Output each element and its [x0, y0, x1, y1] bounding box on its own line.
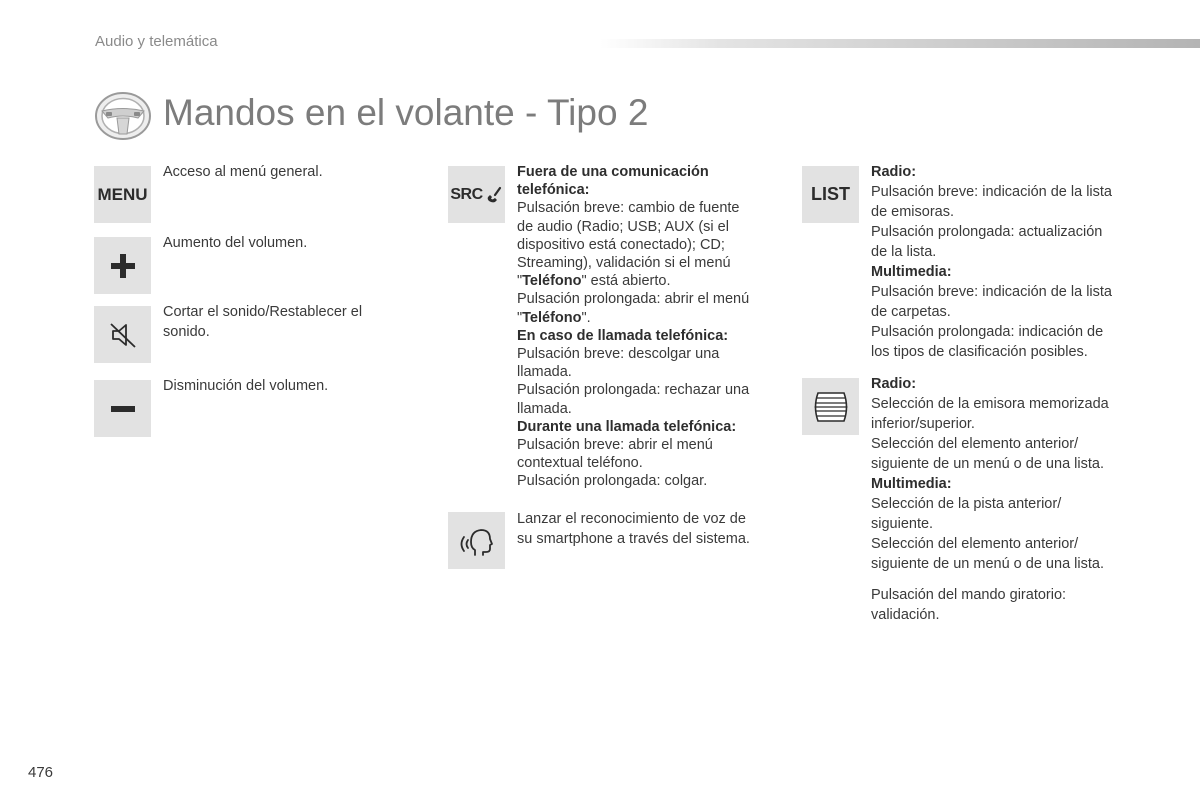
voice-recognition-icon — [457, 521, 497, 561]
section-label: Audio y telemática — [95, 33, 218, 50]
voice-description: Lanzar el reconocimiento de voz de su smartphone a través del sistema. — [517, 511, 750, 547]
volume-down-description: Disminución del volumen. — [163, 378, 329, 394]
phone-icon — [485, 186, 503, 204]
src-button-label: SRC — [450, 185, 483, 203]
speaker-mute-icon — [108, 320, 138, 350]
list-button[interactable] — [802, 166, 859, 223]
steering-wheel-icon — [94, 91, 152, 141]
src-phone-button[interactable] — [448, 166, 505, 223]
list-description: Radio: Pulsación breve: indicación de la lista de emisoras. Pulsación prolongada: actualización de la lista. Multimedia: Pulsación breve: indicación de la lista de carpetas. Pulsación prolongada: indicación de los tipos de clasificación posibles. — [871, 164, 1112, 360]
mute-button[interactable] — [94, 306, 151, 363]
page-title: Mandos en el volante - Tipo 2 — [163, 92, 649, 133]
thumbwheel-icon — [811, 391, 851, 423]
volume-down-button[interactable] — [94, 380, 151, 437]
src-description: Fuera de una comunicación telefónica: Pulsación breve: cambio de fuente de audio (Radio; USB; AUX (si el dispositivo está conectado); CD; Streaming), validación si el menú "Teléfono" está abierto. Pulsación prolongada: abrir el menú "Teléfono". En caso de llamada telefónica: Pulsación breve: descolgar una llamada. Pulsación prolongada: rechazar una llamada. Durante una llamada telefónica: Pulsación breve: abrir el menú contextual teléfono. Pulsación prolongada: colgar. — [517, 164, 750, 490]
menu-button-label: MENU — [97, 184, 148, 204]
volume-up-button[interactable] — [94, 237, 151, 294]
thumbwheel-control[interactable] — [802, 378, 859, 435]
minus-icon — [110, 396, 136, 422]
menu-description: Acceso al menú general. — [163, 164, 323, 180]
mute-description: Cortar el sonido/Restablecer el sonido. — [163, 304, 363, 340]
menu-button[interactable] — [94, 166, 151, 223]
thumbwheel-description: Radio: Selección de la emisora memorizada inferior/superior. Selección del elemento anterior/ siguiente de un menú o de una lista. Multimedia: Selección de la pista anterior/ siguiente. Selección del elemento anterior/ siguiente de un menú o de una lista. — [871, 376, 1109, 572]
volume-up-description: Aumento del volumen. — [163, 235, 308, 251]
page-number: 476 — [28, 764, 54, 781]
plus-icon — [110, 253, 136, 279]
thumbwheel-press-description: Pulsación del mando giratorio: validación. — [871, 587, 1067, 623]
list-button-label: LIST — [811, 184, 850, 204]
voice-command-button[interactable] — [448, 512, 505, 569]
header-bar — [600, 39, 1200, 48]
